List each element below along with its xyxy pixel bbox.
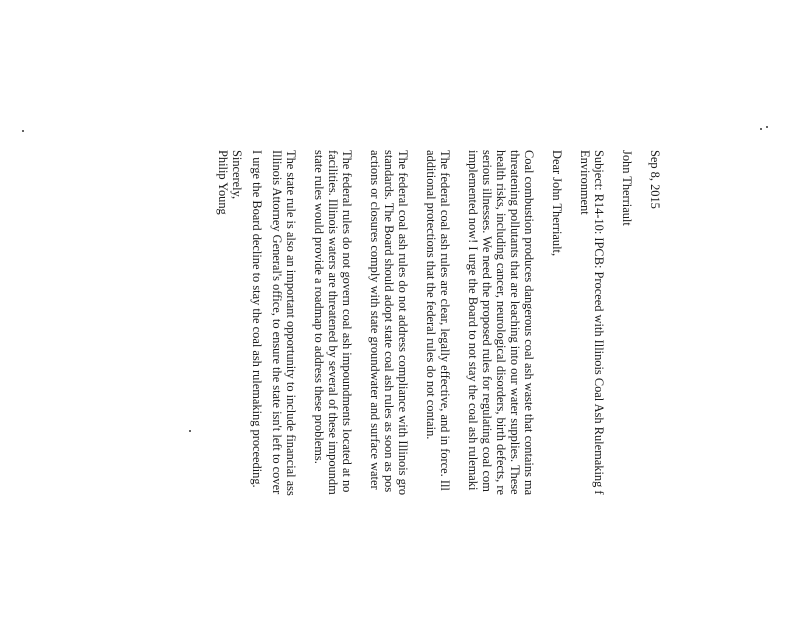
scan-speck (22, 130, 24, 132)
paragraph-line: additional protections that the federal rules do not contain. (424, 150, 438, 440)
letter-date: Sep 8, 2015 (648, 150, 662, 209)
scan-speck (189, 430, 191, 432)
paragraph-line: The state rule is also an important opportunity to include financial ass (284, 150, 298, 496)
paragraph-line: state rules would provide a roadmap to address these problems. (312, 150, 326, 464)
letter-closing: Sincerely, (230, 150, 244, 200)
paragraph-line: Illinois Attorney General's office, to ensure the state isn't left to cover (270, 150, 284, 495)
letter-salutation: Dear John Therriault, (550, 150, 564, 257)
letter-subject-line: Subject: R14-10: IPCB: Proceed with Illinois Coal Ash Rulemaking f (592, 150, 606, 495)
letter-recipient: John Therriault (620, 150, 634, 226)
letter-signature: Philip Young (216, 150, 230, 215)
scan-speck (760, 128, 762, 130)
paragraph-line: actions or closures comply with state groundwater and surface water (368, 150, 382, 490)
paragraph-line: threatening pollutants that are leaching into our water supplies. These (508, 150, 522, 495)
paragraph-line: The federal rules do not govern coal ash impoundments located at no (340, 150, 354, 493)
paragraph-line: The federal coal ash rules do not address compliance with Illinois gro (396, 150, 410, 496)
paragraph-line: I urge the Board decline to stay the coal ash rulemaking proceeding. (250, 150, 264, 488)
paragraph-line: health risks, including cancer, neurological disorders, birth defects, re (494, 150, 508, 495)
letter-subject-line: Environment (578, 150, 592, 215)
paragraph-line: standards. The Board should adopt state coal ash rules as soon as pos (382, 150, 396, 493)
scan-speck (766, 126, 768, 128)
paragraph-line: implemented now! I urge the Board to not stay the coal ash rulemaki (466, 150, 480, 491)
paragraph-line: facilities. Illinois waters are threatened by several of these impoundm (326, 150, 340, 495)
letter-body (216, 150, 662, 618)
paragraph-line: Coal combustion produces dangerous coal ash waste that contains ma (522, 150, 536, 496)
paragraph-line: serious illnesses. We need the proposed rules for regulating coal com (480, 150, 494, 492)
paragraph-line: The federal coal ash rules are clear, legally effective, and in force. Ill (438, 150, 452, 491)
